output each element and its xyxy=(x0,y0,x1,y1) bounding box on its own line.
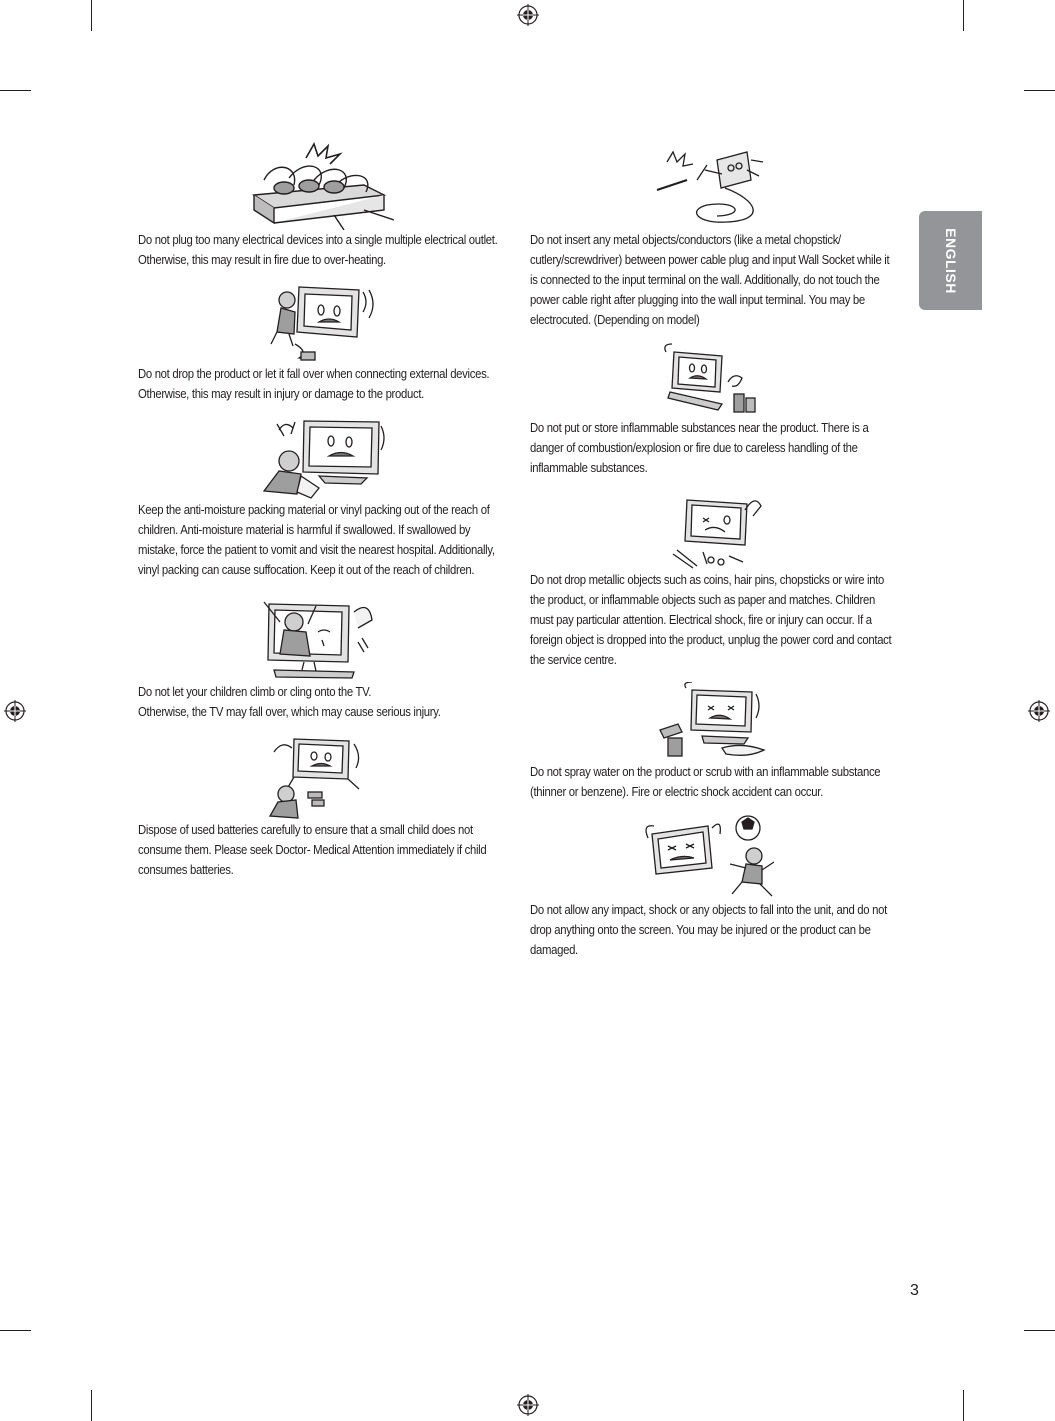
safety-item-text: Do not put or store inflammable substances near the product. There is a danger of combustion/explosion or fire due to careless handling of the inflammable substances. xyxy=(530,421,869,475)
metal-plug-spark-icon xyxy=(647,140,777,230)
crop-mark xyxy=(0,1330,31,1331)
safety-item-text: Do not allow any impact, shock or any objects to fall into the unit, and do not drop anything onto the screen. You may be injured or the product can be damaged. xyxy=(530,903,887,957)
falling-tv-cable-icon xyxy=(259,282,379,364)
safety-item xyxy=(138,282,500,404)
registration-mark-icon xyxy=(4,700,26,722)
crop-mark xyxy=(0,90,31,91)
safety-item-text: Do not plug too many electrical devices into a single multiple electrical outlet. Otherwise, this may result in fire due to over-heating. xyxy=(138,233,498,267)
safety-item-text: Dispose of used batteries carefully to ensure that a small child does not consume them. Please seek Doctor- Medical Attention immediately if child consumes batteries. xyxy=(138,823,487,877)
language-tab-label: ENGLISH xyxy=(942,227,959,294)
safety-item-text: Do not drop metallic objects such as coins, hair pins, chopsticks or wire into the product, or inflammable objects such as paper and matches. Children must pay particular attention. Electrical shock, fire or injury can occur. If a foreign object is dropped into the product, unplug the power cord and contact the service centre. xyxy=(530,573,892,667)
crop-mark xyxy=(963,1390,964,1421)
safety-item-text: Do not insert any metal objects/conductors (like a metal chopstick/ cutlery/screwdriver) between power cable plug and input Wall Socket while it is connected to the input terminal on the wall. Additionally, do not touch the power cable right after plugging into the wall input terminal. You may be electrocuted. (Depending on model) xyxy=(530,233,890,327)
safety-item xyxy=(138,416,500,580)
crop-mark xyxy=(91,1390,92,1421)
safety-item xyxy=(530,140,894,330)
left-column xyxy=(138,140,500,880)
child-packing-icon xyxy=(249,416,389,500)
registration-mark-icon xyxy=(1028,700,1050,722)
safety-item-text: Do not let your children climb or cling onto the TV. Otherwise, the TV may fall over, which may cause serious injury. xyxy=(138,685,441,719)
ball-impact-icon xyxy=(642,814,782,900)
registration-mark-icon xyxy=(517,1394,539,1416)
crop-mark xyxy=(963,0,964,31)
safety-item-text: Do not drop the product or let it fall over when connecting external devices. Otherwise, this may result in injury or damage to the product. xyxy=(138,367,490,401)
overloaded-outlet-icon xyxy=(244,140,394,230)
metal-objects-icon xyxy=(657,490,767,570)
language-tab xyxy=(919,211,982,310)
safety-item xyxy=(138,592,500,722)
crop-mark xyxy=(91,0,92,31)
safety-item-text: Keep the anti-moisture packing material or vinyl packing out of the reach of children. Anti-moisture material is harmful if swallowed. If swallowed by mistake, force the patient to vomit and visit the nearest hospital. Additionally, vinyl packing can cause suffocation. Keep it out of the reach of children. xyxy=(138,503,495,577)
child-climbing-tv-icon xyxy=(254,592,384,682)
page-number: 3 xyxy=(910,1282,919,1299)
flammable-substances-icon xyxy=(662,342,762,418)
safety-item xyxy=(138,734,500,880)
spray-water-icon xyxy=(652,682,772,762)
child-batteries-icon xyxy=(264,734,374,820)
registration-mark-icon xyxy=(517,4,539,26)
crop-mark xyxy=(1024,1330,1055,1331)
safety-item-text: Do not spray water on the product or scrub with an inflammable substance (thinner or benzene). Fire or electric shock accident can occur. xyxy=(530,765,881,799)
safety-item xyxy=(530,682,894,802)
safety-item xyxy=(138,140,500,270)
right-column xyxy=(530,140,894,960)
crop-mark xyxy=(1024,90,1055,91)
safety-item xyxy=(530,490,894,670)
safety-item xyxy=(530,814,894,960)
safety-item xyxy=(530,342,894,478)
